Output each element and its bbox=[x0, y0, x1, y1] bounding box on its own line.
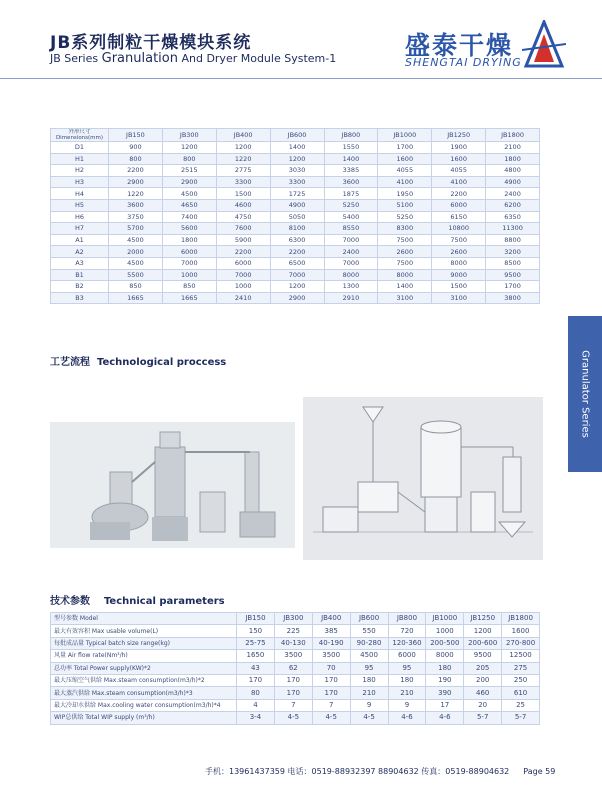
tech-cell: 170 bbox=[312, 674, 350, 686]
dims-cell: 7000 bbox=[162, 257, 216, 269]
dims-cell: 4100 bbox=[378, 176, 432, 188]
table-row bbox=[51, 246, 540, 258]
tech-cell: 40-130 bbox=[274, 637, 312, 649]
dims-cell: 4600 bbox=[216, 199, 270, 211]
tech-cell: 9 bbox=[388, 699, 426, 711]
tech-cell: 205 bbox=[464, 662, 502, 674]
dims-row-label: A3 bbox=[51, 257, 109, 269]
tech-cell: 1000 bbox=[426, 625, 464, 637]
dims-cell: 2200 bbox=[432, 188, 486, 200]
tech-model-header: JB300 bbox=[274, 613, 312, 625]
table-row bbox=[51, 292, 540, 304]
brand-name-en: SHENGTAI DRYING bbox=[405, 56, 522, 69]
dims-model-header: JB800 bbox=[324, 129, 378, 142]
tech-cell: 3500 bbox=[312, 650, 350, 662]
header-divider bbox=[0, 78, 602, 79]
dims-cell: 1220 bbox=[109, 188, 163, 200]
table-row bbox=[51, 234, 540, 246]
dims-cell: 5250 bbox=[324, 199, 378, 211]
tech-cell: 4 bbox=[237, 699, 275, 711]
tech-cell: 20 bbox=[464, 699, 502, 711]
tech-model-header: JB1250 bbox=[464, 613, 502, 625]
tech-cell: 12500 bbox=[502, 650, 540, 662]
dims-cell: 7500 bbox=[432, 234, 486, 246]
dims-cell: 2900 bbox=[162, 176, 216, 188]
process-title-en: Technological proccess bbox=[96, 357, 227, 368]
process-section-title bbox=[50, 353, 226, 368]
tech-param-label: 每批成品量 Typical batch size range(kg) bbox=[51, 637, 237, 649]
tech-cell: 80 bbox=[237, 687, 275, 699]
dims-cell: 4900 bbox=[270, 199, 324, 211]
table-row bbox=[51, 269, 540, 281]
dims-model-header: JB300 bbox=[162, 129, 216, 142]
dims-cell: 4055 bbox=[432, 165, 486, 177]
technical-parameters-table bbox=[50, 612, 540, 725]
tech-cell: 7 bbox=[312, 699, 350, 711]
title-en-big: Granulation bbox=[101, 51, 178, 66]
dims-model-header: JB1000 bbox=[378, 129, 432, 142]
table-row bbox=[51, 674, 540, 686]
dims-cell: 2515 bbox=[162, 165, 216, 177]
dims-cell: 1950 bbox=[378, 188, 432, 200]
tech-cell: 460 bbox=[464, 687, 502, 699]
tech-cell: 1650 bbox=[237, 650, 275, 662]
dims-row-label: A2 bbox=[51, 246, 109, 258]
dims-cell: 2900 bbox=[109, 176, 163, 188]
tech-cell: 1200 bbox=[464, 625, 502, 637]
dims-cell: 8000 bbox=[324, 269, 378, 281]
dims-model-header: JB600 bbox=[270, 129, 324, 142]
tech-cell: 17 bbox=[426, 699, 464, 711]
tech-cell: 200-500 bbox=[426, 637, 464, 649]
table-row bbox=[51, 281, 540, 293]
tech-param-label: 最大有效容积 Max usable volume(L) bbox=[51, 625, 237, 637]
tech-model-header: JB150 bbox=[237, 613, 275, 625]
dims-cell: 1200 bbox=[216, 142, 270, 154]
tech-header-label: 型号参数 Model bbox=[51, 613, 237, 625]
dims-row-label: B3 bbox=[51, 292, 109, 304]
process-title-cn: 工艺流程 bbox=[50, 357, 90, 368]
dims-cell: 6200 bbox=[486, 199, 540, 211]
dims-cell: 1300 bbox=[324, 281, 378, 293]
table-row bbox=[51, 176, 540, 188]
tech-cell: 25-75 bbox=[237, 637, 275, 649]
dims-cell: 2775 bbox=[216, 165, 270, 177]
page-title-cn: JB系列制粒干燥模块系统 bbox=[50, 33, 252, 53]
tech-param-label: 最大冷却水供给 Max.cooling water consumption(m3/h)*4 bbox=[51, 699, 237, 711]
dimensions-table bbox=[50, 128, 540, 304]
dims-cell: 11300 bbox=[486, 223, 540, 235]
process-diagram bbox=[303, 397, 543, 560]
dims-cell: 2000 bbox=[109, 246, 163, 258]
tech-cell: 4-6 bbox=[388, 712, 426, 724]
dims-header-en: Dimensions(mm) bbox=[55, 135, 104, 141]
footer bbox=[205, 766, 555, 777]
dims-cell: 3800 bbox=[486, 292, 540, 304]
dims-cell: 1400 bbox=[324, 153, 378, 165]
dims-row-label: B1 bbox=[51, 269, 109, 281]
dims-cell: 6000 bbox=[432, 199, 486, 211]
dims-cell: 9500 bbox=[486, 269, 540, 281]
dims-cell: 1665 bbox=[109, 292, 163, 304]
table-row bbox=[51, 257, 540, 269]
tech-cell: 62 bbox=[274, 662, 312, 674]
dims-cell: 2200 bbox=[109, 165, 163, 177]
table-row bbox=[51, 165, 540, 177]
tech-cell: 95 bbox=[350, 662, 388, 674]
dims-cell: 3100 bbox=[378, 292, 432, 304]
tech-cell: 225 bbox=[274, 625, 312, 637]
dims-cell: 1900 bbox=[432, 142, 486, 154]
dims-cell: 4100 bbox=[432, 176, 486, 188]
tech-cell: 610 bbox=[502, 687, 540, 699]
dims-cell: 7000 bbox=[216, 269, 270, 281]
dims-cell: 900 bbox=[109, 142, 163, 154]
dims-cell: 8550 bbox=[324, 223, 378, 235]
tech-model-header: JB400 bbox=[312, 613, 350, 625]
dims-cell: 2410 bbox=[216, 292, 270, 304]
dims-cell: 5500 bbox=[109, 269, 163, 281]
dims-cell: 1200 bbox=[270, 153, 324, 165]
dims-cell: 4500 bbox=[109, 257, 163, 269]
dims-header-row bbox=[51, 129, 540, 142]
equipment-photo bbox=[50, 422, 295, 548]
tech-header-row bbox=[51, 613, 540, 625]
tech-cell: 170 bbox=[237, 674, 275, 686]
tech-param-label: WIP总供给 Total WIP supply (m³/h) bbox=[51, 712, 237, 724]
dims-cell: 2200 bbox=[216, 246, 270, 258]
dims-cell: 1700 bbox=[378, 142, 432, 154]
dims-cell: 1400 bbox=[270, 142, 324, 154]
tech-cell: 550 bbox=[350, 625, 388, 637]
tech-cell: 4-5 bbox=[274, 712, 312, 724]
tech-cell: 385 bbox=[312, 625, 350, 637]
dims-cell: 4800 bbox=[486, 165, 540, 177]
dims-cell: 3385 bbox=[324, 165, 378, 177]
dims-cell: 1200 bbox=[270, 281, 324, 293]
dims-cell: 1500 bbox=[216, 188, 270, 200]
dims-cell: 4500 bbox=[162, 188, 216, 200]
tech-cell: 180 bbox=[426, 662, 464, 674]
page-title-en bbox=[50, 51, 336, 66]
dims-cell: 5400 bbox=[324, 211, 378, 223]
dims-cell: 3300 bbox=[270, 176, 324, 188]
dims-cell: 7000 bbox=[324, 234, 378, 246]
dims-cell: 7500 bbox=[378, 234, 432, 246]
dims-cell: 4900 bbox=[486, 176, 540, 188]
dims-cell: 3300 bbox=[216, 176, 270, 188]
dims-cell: 6500 bbox=[270, 257, 324, 269]
tech-param-label: 风量 Air flow rate(Nm³/h) bbox=[51, 650, 237, 662]
tech-cell: 8000 bbox=[426, 650, 464, 662]
tech-cell: 5-7 bbox=[502, 712, 540, 724]
dims-cell: 5050 bbox=[270, 211, 324, 223]
dims-cell: 1700 bbox=[486, 281, 540, 293]
side-tab-label: Granulator Series bbox=[579, 350, 591, 438]
table-row bbox=[51, 637, 540, 649]
dims-cell: 8000 bbox=[432, 257, 486, 269]
dims-cell: 1500 bbox=[432, 281, 486, 293]
dims-cell: 1220 bbox=[216, 153, 270, 165]
tech-cell: 70 bbox=[312, 662, 350, 674]
table-row bbox=[51, 211, 540, 223]
tech-model-header: JB1800 bbox=[502, 613, 540, 625]
dims-cell: 3600 bbox=[324, 176, 378, 188]
dims-cell: 9000 bbox=[432, 269, 486, 281]
footer-contact: 手机：13961437359 电话：0519-88932397 88904632 传真：0519-88904632 bbox=[205, 767, 510, 776]
dims-cell: 6000 bbox=[162, 246, 216, 258]
tech-cell: 200-600 bbox=[464, 637, 502, 649]
tech-cell: 6000 bbox=[388, 650, 426, 662]
title-en-prefix: JB Series bbox=[50, 52, 99, 65]
dims-cell: 2600 bbox=[378, 246, 432, 258]
dims-cell: 6350 bbox=[486, 211, 540, 223]
dims-cell: 8100 bbox=[270, 223, 324, 235]
table-row bbox=[51, 712, 540, 724]
tech-cell: 9500 bbox=[464, 650, 502, 662]
dims-cell: 3100 bbox=[432, 292, 486, 304]
tech-cell: 180 bbox=[350, 674, 388, 686]
dims-cell: 6000 bbox=[216, 257, 270, 269]
dims-cell: 5600 bbox=[162, 223, 216, 235]
tech-cell: 250 bbox=[502, 674, 540, 686]
dims-row-label: A1 bbox=[51, 234, 109, 246]
table-row bbox=[51, 699, 540, 711]
tech-cell: 3500 bbox=[274, 650, 312, 662]
tech-cell: 95 bbox=[388, 662, 426, 674]
dims-cell: 1800 bbox=[486, 153, 540, 165]
dims-cell: 1400 bbox=[378, 281, 432, 293]
tech-cell: 170 bbox=[274, 674, 312, 686]
dims-cell: 1000 bbox=[216, 281, 270, 293]
dims-cell: 7000 bbox=[324, 257, 378, 269]
title-en-suffix: And Dryer Module System-1 bbox=[181, 52, 337, 65]
tech-cell: 210 bbox=[350, 687, 388, 699]
dims-cell: 1000 bbox=[162, 269, 216, 281]
dims-cell: 8300 bbox=[378, 223, 432, 235]
tech-cell: 4-6 bbox=[426, 712, 464, 724]
tech-cell: 275 bbox=[502, 662, 540, 674]
dims-model-header: JB150 bbox=[109, 129, 163, 142]
tech-title-en: Technical parameters bbox=[103, 596, 225, 607]
page-number: Page 59 bbox=[523, 767, 556, 776]
dims-cell: 2400 bbox=[324, 246, 378, 258]
tech-title-cn: 技术参数 bbox=[50, 596, 90, 607]
tech-cell: 5-7 bbox=[464, 712, 502, 724]
dims-cell: 1725 bbox=[270, 188, 324, 200]
dims-cell: 2200 bbox=[270, 246, 324, 258]
dims-row-label: H4 bbox=[51, 188, 109, 200]
dims-cell: 8500 bbox=[486, 257, 540, 269]
tech-cell: 3-4 bbox=[237, 712, 275, 724]
dims-model-header: JB1800 bbox=[486, 129, 540, 142]
tech-cell: 4500 bbox=[350, 650, 388, 662]
dims-row-label: H5 bbox=[51, 199, 109, 211]
dims-cell: 5250 bbox=[378, 211, 432, 223]
tech-cell: 4-5 bbox=[312, 712, 350, 724]
tech-cell: 170 bbox=[312, 687, 350, 699]
dims-row-label: H6 bbox=[51, 211, 109, 223]
company-logo-icon bbox=[522, 20, 566, 72]
dims-cell: 800 bbox=[109, 153, 163, 165]
dims-cell: 1800 bbox=[162, 234, 216, 246]
dims-cell: 2400 bbox=[486, 188, 540, 200]
dims-cell: 1600 bbox=[432, 153, 486, 165]
tech-section-title bbox=[50, 592, 225, 607]
dims-cell: 1200 bbox=[162, 142, 216, 154]
table-row bbox=[51, 223, 540, 235]
dims-cell: 6150 bbox=[432, 211, 486, 223]
table-row bbox=[51, 687, 540, 699]
tech-cell: 150 bbox=[237, 625, 275, 637]
tech-cell: 720 bbox=[388, 625, 426, 637]
tech-cell: 43 bbox=[237, 662, 275, 674]
dims-row-label: D1 bbox=[51, 142, 109, 154]
tech-cell: 40-190 bbox=[312, 637, 350, 649]
tech-cell: 210 bbox=[388, 687, 426, 699]
dims-cell: 800 bbox=[162, 153, 216, 165]
tech-cell: 7 bbox=[274, 699, 312, 711]
tech-cell: 200 bbox=[464, 674, 502, 686]
table-row bbox=[51, 199, 540, 211]
tech-model-header: JB800 bbox=[388, 613, 426, 625]
dims-cell: 4500 bbox=[109, 234, 163, 246]
dims-cell: 6300 bbox=[270, 234, 324, 246]
dims-cell: 5700 bbox=[109, 223, 163, 235]
dims-cell: 2910 bbox=[324, 292, 378, 304]
dims-cell: 1665 bbox=[162, 292, 216, 304]
tech-cell: 25 bbox=[502, 699, 540, 711]
table-row bbox=[51, 662, 540, 674]
dims-cell: 1875 bbox=[324, 188, 378, 200]
dims-cell: 3200 bbox=[486, 246, 540, 258]
dims-row-label: H1 bbox=[51, 153, 109, 165]
tech-cell: 9 bbox=[350, 699, 388, 711]
tech-model-header: JB600 bbox=[350, 613, 388, 625]
tech-cell: 120-360 bbox=[388, 637, 426, 649]
dims-cell: 5100 bbox=[378, 199, 432, 211]
dims-cell: 5900 bbox=[216, 234, 270, 246]
dims-cell: 850 bbox=[162, 281, 216, 293]
dims-cell: 2100 bbox=[486, 142, 540, 154]
table-row bbox=[51, 188, 540, 200]
dims-cell: 4750 bbox=[216, 211, 270, 223]
dims-cell: 850 bbox=[109, 281, 163, 293]
table-row bbox=[51, 142, 540, 154]
dims-model-header: JB1250 bbox=[432, 129, 486, 142]
tech-cell: 170 bbox=[274, 687, 312, 699]
dims-cell: 1550 bbox=[324, 142, 378, 154]
dims-header-cn: 外形尺寸 bbox=[68, 129, 91, 135]
brand-name-cn: 盛泰干燥 bbox=[405, 31, 514, 60]
dims-row-label: H2 bbox=[51, 165, 109, 177]
dims-row-label: H7 bbox=[51, 223, 109, 235]
dims-cell: 1600 bbox=[378, 153, 432, 165]
tech-model-header: JB1000 bbox=[426, 613, 464, 625]
tech-cell: 4-5 bbox=[350, 712, 388, 724]
dims-cell: 4055 bbox=[378, 165, 432, 177]
dims-cell: 3750 bbox=[109, 211, 163, 223]
table-row bbox=[51, 625, 540, 637]
dims-row-label: H3 bbox=[51, 176, 109, 188]
dims-cell: 3030 bbox=[270, 165, 324, 177]
dims-cell: 7400 bbox=[162, 211, 216, 223]
dims-cell: 8000 bbox=[378, 269, 432, 281]
tech-param-label: 最大压缩空气供给 Max.steam consumption(m3/h)*2 bbox=[51, 674, 237, 686]
tech-cell: 1600 bbox=[502, 625, 540, 637]
dims-cell: 2600 bbox=[432, 246, 486, 258]
tech-cell: 190 bbox=[426, 674, 464, 686]
dims-cell: 4650 bbox=[162, 199, 216, 211]
dims-cell: 10800 bbox=[432, 223, 486, 235]
tech-cell: 270-800 bbox=[502, 637, 540, 649]
dims-cell: 3600 bbox=[109, 199, 163, 211]
tech-cell: 90-280 bbox=[350, 637, 388, 649]
tech-cell: 390 bbox=[426, 687, 464, 699]
dims-cell: 7000 bbox=[270, 269, 324, 281]
dims-row-label: B2 bbox=[51, 281, 109, 293]
dims-model-header: JB400 bbox=[216, 129, 270, 142]
dims-cell: 2900 bbox=[270, 292, 324, 304]
tech-param-label: 总功率 Total Power supply(KW)*2 bbox=[51, 662, 237, 674]
table-row bbox=[51, 650, 540, 662]
tech-cell: 180 bbox=[388, 674, 426, 686]
tech-param-label: 最大蒸汽供给 Max.steam consumption(m3/h)*3 bbox=[51, 687, 237, 699]
table-row bbox=[51, 153, 540, 165]
dims-cell: 7600 bbox=[216, 223, 270, 235]
dims-cell: 7500 bbox=[378, 257, 432, 269]
dims-cell: 8800 bbox=[486, 234, 540, 246]
dims-header-label bbox=[51, 129, 109, 142]
